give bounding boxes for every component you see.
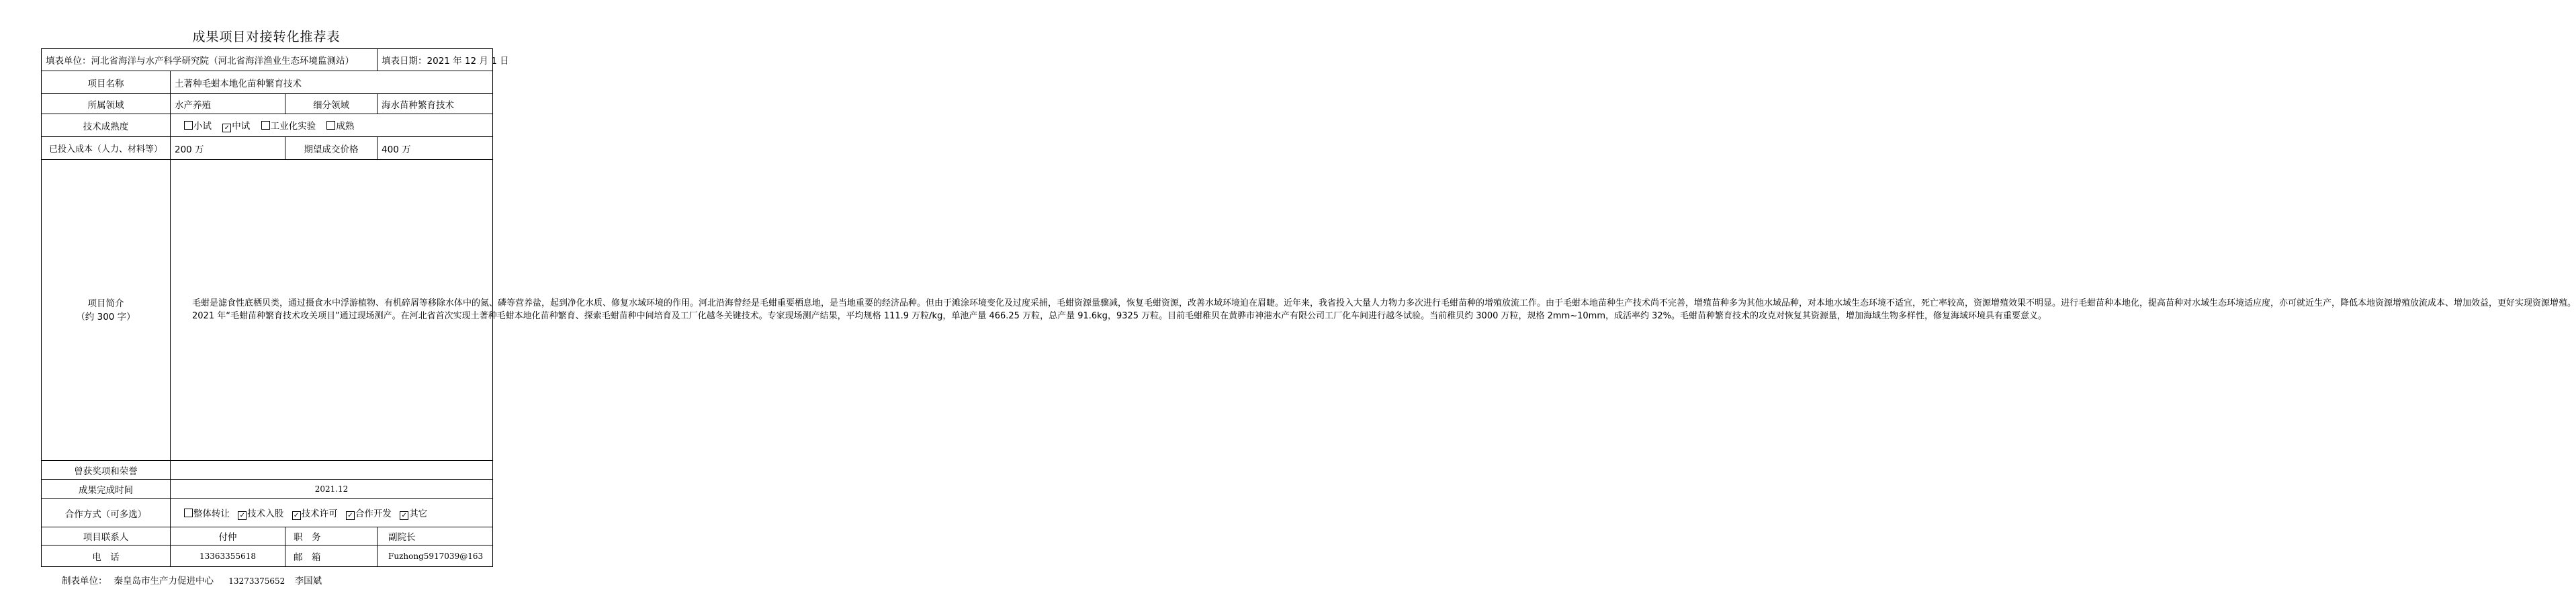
checkbox-icon [261,121,270,130]
footer-person: 李国斌 [294,576,322,586]
option-label: 技术入股 [247,509,284,519]
email-value: Fuzhong5917039@163 [377,545,493,567]
option-label: 小试 [193,121,212,132]
intro-label [42,160,171,461]
field-label: 所属领域 [42,94,171,114]
completion-label: 成果完成时间 [42,480,171,499]
form-footer [62,573,328,586]
checkbox-icon: ✓ [400,511,408,520]
contact-row [42,527,493,545]
maturity-option-pilot-mid[interactable] [222,121,250,132]
maturity-row [42,114,493,137]
checkbox-icon [326,121,335,130]
maturity-option-industrial[interactable] [261,121,316,132]
form-title: 成果项目对接转化推荐表 [192,30,341,44]
coop-option-other[interactable] [400,509,427,519]
cooperation-row [42,499,493,527]
position-value: 副院长 [377,527,493,545]
phone-label: 电 话 [42,545,171,567]
intro-label-line1: 项目简介 [87,298,124,309]
option-label: 技术许可 [301,509,338,519]
subfield-value: 海水苗种繁育技术 [377,94,493,114]
awards-value [171,461,493,480]
coop-option-transfer[interactable] [184,509,230,519]
field-value: 水产养殖 [171,94,285,114]
field-row [42,94,493,114]
phone-value: 13363355618 [171,545,285,567]
cost-value: 200 万 [171,137,285,160]
checkbox-icon [184,121,193,130]
intro-paragraph-2: 2021 年“毛蚶苗种繁育技术攻关项目”通过现场测产。在河北省首次实现土著种毛蚶本地化苗种繁育、探索毛蚶苗种中间培育及工厂化越冬关键技术。专家现场测产结果，平均规格 111.9 万粒/kg，单池产量 466.25 万粒，总产量 91.6kg，9325 万粒。目前毛蚶稚贝在黄骅市神港水产有限公司工厂化车间进行越冬试验。当前稚贝约 3000 万粒，规格 2mm~10mm，成活率约 32%。毛蚶苗种繁育技术的攻克对恢复其资源量，增加海域生物多样性，修复海域环境具有重要意义。 [192,310,2047,321]
checkbox-icon: ✓ [222,124,231,132]
option-label: 合作开发 [355,509,392,519]
cost-label: 已投入成本（人力、材料等） [42,137,171,160]
coop-option-equity[interactable] [238,509,283,519]
checkbox-icon: ✓ [238,511,247,520]
completion-row [42,480,493,499]
option-label: 工业化实验 [270,121,316,132]
maturity-option-pilot-small[interactable] [184,121,212,132]
contact-name: 付仲 [171,527,285,545]
project-name-row [42,71,493,94]
price-label: 期望成交价格 [285,137,377,160]
fill-date: 填表日期：2021 年 12 月 1 日 [377,49,493,71]
header-row [42,49,493,71]
intro-row [42,160,493,461]
subfield-label: 细分领域 [285,94,377,114]
option-label: 整体转让 [193,509,230,519]
position-label: 职 务 [285,527,377,545]
maturity-options [171,114,493,137]
option-label: 成熟 [336,121,355,132]
option-label: 其它 [409,509,428,519]
coop-option-license[interactable] [292,509,338,519]
footer-maker-label: 制表单位： [62,576,107,586]
maturity-option-mature[interactable] [326,121,354,132]
cooperation-options [171,499,493,527]
footer-phone: 13273375652 [228,576,285,586]
project-name-value: 土著种毛蚶本地化苗种繁育技术 [171,71,493,94]
price-value: 400 万 [377,137,493,160]
cost-row [42,137,493,160]
checkbox-icon: ✓ [292,511,301,520]
checkbox-icon: ✓ [346,511,355,520]
intro-paragraph-1: 毛蚶是滤食性底栖贝类，通过摄食水中浮游植物、有机碎屑等移除水体中的氮、磷等营养盐，起到净化水质、修复水域环境的作用。河北沿海曾经是毛蚶重要栖息地，是当地重要的经济品种。但由于滩涂环境变化及过度采捕，毛蚶资源量骤减，恢复毛蚶资源，改善水域环境迫在眉睫。近年来，我省投入大量人力物力多次进行毛蚶苗种的增殖放流工作。由于毛蚶本地苗种生产技术尚不完善，增殖苗种多为其他水域品种，对本地水域生态环境不适宜，死亡率较高，资源增殖效果不明显。进行毛蚶苗种本地化，提高苗种对水域生态环境适应度，亦可就近生产，降低本地资源增殖放流成本、增加效益，更好实现资源增殖。 [192,298,2576,308]
cooperation-label: 合作方式（可多选） [42,499,171,527]
awards-label: 曾获奖项和荣誉 [42,461,171,480]
footer-maker: 秦皇岛市生产力促进中心 [114,576,214,586]
awards-row [42,461,493,480]
fill-unit: 填表单位：河北省海洋与水产科学研究院（河北省海洋渔业生态环境监测站） [42,49,377,71]
contact-label: 项目联系人 [42,527,171,545]
project-name-label: 项目名称 [42,71,171,94]
phone-email-row [42,545,493,567]
option-label: 中试 [232,121,251,132]
checkbox-icon [184,509,193,517]
maturity-label: 技术成熟度 [42,114,171,137]
recommendation-form-table [41,48,2576,567]
coop-option-joint-dev[interactable] [346,509,392,519]
intro-content [171,160,2576,461]
email-label: 邮 箱 [285,545,377,567]
intro-label-line2: （约 300 字） [76,311,136,322]
completion-value: 2021.12 [171,480,493,499]
